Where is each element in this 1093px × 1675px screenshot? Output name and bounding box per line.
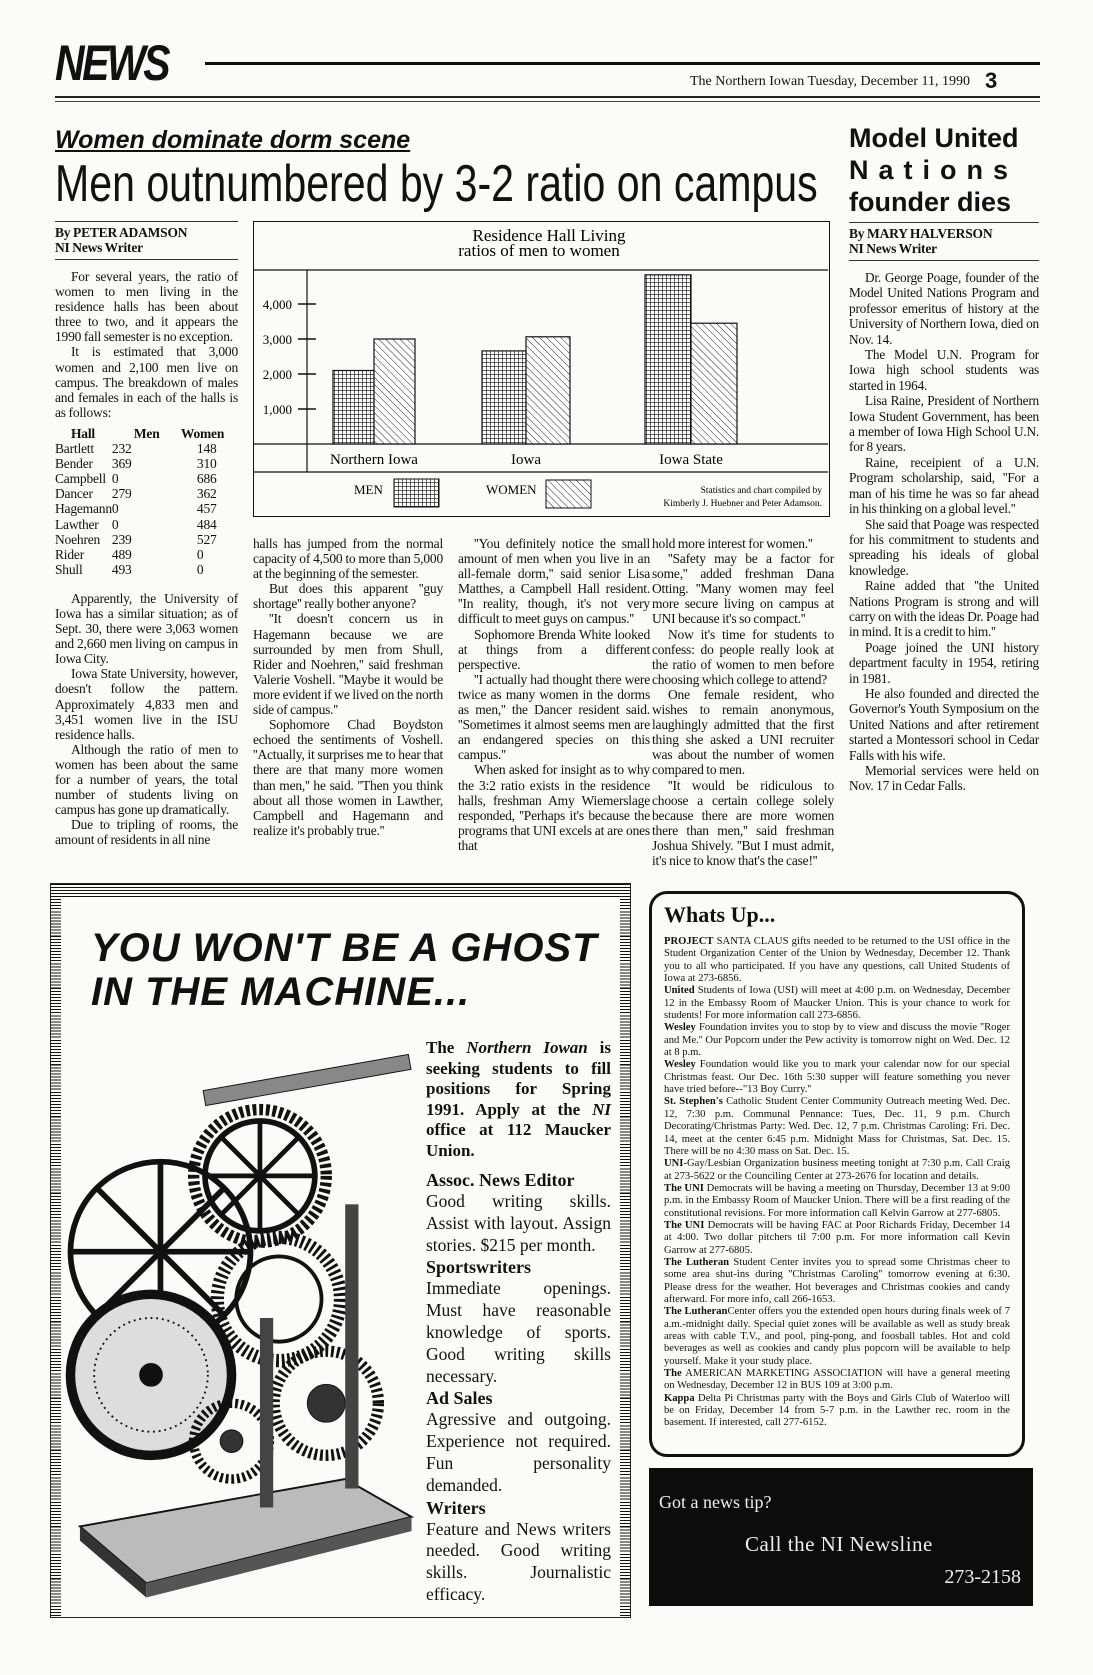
- table-header-row: [55, 426, 224, 441]
- newsline-ad: [649, 1468, 1033, 1606]
- table-cell: 239: [111, 531, 132, 547]
- table-cell: 362: [196, 486, 217, 502]
- masthead-double-rule: [55, 96, 1040, 102]
- item-text: AMERICAN MARKETING ASSOCIATION will have a general meeting on Wednesday, December 12 in BUS 109 at 3:00 p.m.: [664, 1368, 1010, 1392]
- legend-women-label: WOMEN: [486, 482, 537, 497]
- column-header: Women: [180, 425, 225, 441]
- y-tick-label: 1,000: [262, 402, 292, 417]
- table-cell: 457: [196, 501, 217, 517]
- ad-title-line: YOU WON'T BE A GHOST: [91, 926, 598, 970]
- item-lead: The Lutheran: [664, 1256, 730, 1268]
- paragraph: Iowa State University, however, doesn't follow the pattern. Approximately 4,833 men and 3,451 women live in the ISU residence halls.: [55, 666, 238, 742]
- table-cell: 279: [111, 486, 132, 502]
- ad-body: [426, 1038, 611, 1606]
- paragraph: ''It would be ridiculous to choose a certain college solely because there are more women there than men,'' said freshman Joshua Shively. ''But I must admit, it's nice to know that's the case!'': [652, 777, 834, 868]
- list-item: [664, 1306, 1010, 1368]
- item-text: Democrats will be having FAC at Poor Richards Friday, December 14 at 4:00. Two dollar pitchers til 7:00 p.m. For more information call Kevin Garrow at 277-6805.: [664, 1219, 1010, 1256]
- byline-author: By MARY HALVERSON: [849, 226, 993, 241]
- table-row: [55, 562, 224, 577]
- table-cell: 0: [111, 471, 119, 487]
- table-cell: 686: [196, 471, 217, 487]
- table-row: [55, 471, 224, 486]
- paragraph: Poage joined the UNI history department faculty in 1954, retiring in 1981.: [849, 639, 1039, 686]
- legend-women-swatch: [546, 480, 591, 508]
- table-row: [55, 517, 224, 532]
- byline-author: By PETER ADAMSON: [55, 225, 188, 240]
- story-column-4: [652, 536, 834, 868]
- side-story-headline: [849, 122, 1049, 218]
- newsline-tip: Got a news tip?: [659, 1492, 772, 1512]
- table-row: [55, 441, 224, 456]
- paragraph: It is estimated that 3,000 women and 2,100 men live on campus. The breakdown of males and females in each of the halls is as follows:: [55, 344, 238, 420]
- item-lead: St. Stephen's: [664, 1096, 723, 1108]
- bar-men: [482, 351, 526, 444]
- table-cell: 148: [196, 441, 217, 457]
- list-item: [664, 936, 1010, 985]
- item-text: Center offers you the extended open hours during finals week of 7 a.m.-midnight daily. Special quiet zones will be available as well as study break areas with cable T.V., and pool, ping-pong, and foosball tables. Hot and cold beverages as well as cookies and candy plus popcorn will be available to help yourself. Make it your study place.: [664, 1306, 1010, 1367]
- item-text: Student Center invites you to spread some Christmas cheer to some area shut-ins during ''Christmas Caroling'' tomorrow evening at 6:30. Please dress for the weather. Hot beverages and Christmas cookies and candy afterward. For more info, call 266-1653.: [664, 1256, 1010, 1305]
- whats-up-box: [649, 891, 1025, 1457]
- table-row: [55, 486, 224, 501]
- side-story-body: [849, 270, 1039, 794]
- paragraph: But does this apparent ''guy shortage'' really bother anyone?: [253, 581, 443, 612]
- paragraph: One female resident, who wishes to remain anonymous, laughingly admitted that the first thing she asked a UNI recruiter was about the number of women compared to men.: [652, 686, 834, 778]
- story-column-3: [458, 536, 650, 853]
- list-item: [664, 1257, 1010, 1306]
- table-cell: 0: [111, 501, 119, 517]
- story-continued: [55, 591, 238, 848]
- ad-intro: [426, 1038, 611, 1161]
- positions-list: [426, 1169, 611, 1606]
- paragraph: Lisa Raine, President of Northern Iowa Student Government, has been a member of Iowa High School U.N. for 8 years.: [849, 393, 1039, 455]
- list-item: [664, 1183, 1010, 1220]
- paragraph: Now it's time for students to confess: do people really look at the ratio of women to men before choosing which college to attend?: [652, 626, 834, 687]
- list-item: [664, 1220, 1010, 1257]
- machine-illustration: [61, 1018, 421, 1618]
- chart-title: Residence Hall Living: [472, 226, 626, 245]
- item-text: Delta Pi Christmas party with the Boys and Girls Club of Waterloo will be on Friday, December 14 from 5-7 p.m. in the Lawther rec. room in the basement. If interested, call 277-6152.: [664, 1392, 1010, 1429]
- column-header: Hall: [71, 425, 95, 441]
- newsline-phone: 273-2158: [944, 1566, 1021, 1588]
- table-cell: 0: [196, 546, 204, 562]
- item-text: Catholic Student Center Community Outreach meeting Wed. Dec. 12, 7:30 p.m. Communal Pennance: Tues, Dec. 11, 9 p.m. Church Decorating/Christmas Party: Wed. Dec. 12, 7 p.m. Christmas Caroling: Fri. Dec. 14, meet at the center 6:45 p.m. Midnight Mass for Christmas, Sat. Dec. 15. There will be no 4:30 mass on Sat. Dec. 15.: [664, 1096, 1010, 1157]
- table-cell: 369: [111, 456, 132, 472]
- paragraph: Raine, receipient of a U.N. Program scholarship, said, ''For a man of his time he was so far ahead in his thinking on a global level.'': [849, 454, 1039, 517]
- paper-abbrev: NI: [592, 1099, 611, 1119]
- paragraph: Due to tripling of rooms, the amount of residents in all nine: [55, 817, 238, 848]
- item-text: -Gay/Lesbian Organization business meeting tonight at 7:30 p.m. Call Craig at 273-5622 or the Counciling Center at 273-2676 for location and details.: [664, 1158, 1010, 1182]
- table-row: [55, 547, 224, 562]
- paragraph: When asked for insight as to why the 3:2 ratio exists in the residence halls, freshman Amy Wiemerslage responded, ''Perhaps it's because the programs that UNI excels at are ones that: [458, 762, 650, 853]
- paragraph: For several years, the ratio of women to men living in the residence halls has been about three to two, and it appears the 1990 fall semester is no exception.: [55, 269, 238, 345]
- residence-hall-chart: [253, 221, 830, 517]
- list-item: [664, 1096, 1010, 1158]
- y-tick-label: 2,000: [262, 367, 292, 382]
- table-cell: 493: [111, 561, 132, 577]
- chart-credit-1: Statistics and chart compiled by: [700, 486, 822, 496]
- paragraph: ''It doesn't concern us in Hagemann because we are surrounded by men from Shull, Rider and Noehren,'' said freshman Valerie Voshell. ''Maybe it would be more evident if we lived on the north side of campus.'': [253, 611, 443, 718]
- item-lead: UNI: [664, 1158, 684, 1170]
- story-column-1: [55, 221, 238, 847]
- item-lead: Wesley: [664, 1022, 696, 1034]
- bar-women: [374, 339, 415, 444]
- table-cell: Bender: [55, 456, 93, 472]
- ad-title-line: IN THE MACHINE...: [91, 970, 471, 1014]
- paragraph: Raine added that ''the United Nations Program is strong and will carry on with the ideas Dr. Poage had in mind. It is a credit to him.'': [849, 578, 1039, 640]
- table-row: [55, 501, 224, 516]
- position-description: Immediate openings. Must have reasonable knowledge of sports. Good writing skills necessary.: [426, 1278, 611, 1386]
- table-cell: 489: [111, 546, 132, 562]
- byline-role: NI News Writer: [849, 241, 937, 256]
- item-lead: PROJECT: [664, 936, 714, 947]
- position-description: Good writing skills. Assist with layout. Assign stories. $215 per month.: [426, 1191, 611, 1255]
- table-cell: Rider: [55, 546, 84, 562]
- table-cell: Lawther: [55, 516, 99, 532]
- table-cell: 0: [111, 516, 119, 532]
- section-title: NEWS: [55, 35, 169, 91]
- position-title: Sportswriters: [426, 1257, 531, 1278]
- bar-women: [526, 337, 570, 444]
- list-item: [664, 1158, 1010, 1183]
- table-cell: 0: [196, 561, 204, 577]
- whats-up-title: Whats Up...: [664, 902, 776, 927]
- chart-svg: [254, 222, 828, 515]
- paragraph: Sophomore Brenda White looked at things from a different perspective.: [458, 626, 650, 672]
- story-kicker: Women dominate dorm scene: [55, 126, 411, 154]
- table-cell: 484: [196, 516, 217, 532]
- paragraph: halls has jumped from the normal capacity of 4,500 to more than 5,000 at the beginning of the semester.: [253, 536, 443, 582]
- headline-line: Nations: [849, 155, 1019, 185]
- item-lead: Kappa: [664, 1392, 695, 1404]
- item-lead: United: [664, 985, 695, 997]
- list-item: [664, 1022, 1010, 1059]
- byline: [55, 221, 238, 260]
- position-title: Assoc. News Editor: [426, 1170, 575, 1190]
- item-text: SANTA CLAUS gifts needed to be returned to the USI office in the Student Organization Center of the Union by Wednesday, December 12. Thank you to all who participated. If you have any questions, call United Students of Iowa at 273-6856.: [664, 936, 1010, 985]
- byline-role: NI News Writer: [55, 240, 143, 255]
- bar-men: [333, 371, 374, 445]
- table-cell: 527: [196, 531, 217, 547]
- legend-men-label: MEN: [354, 482, 383, 497]
- ad-intro-text: is seeking students to fill positions for Spring 1991. Apply at the: [426, 1038, 611, 1119]
- paragraph: Although the ratio of men to women has been about the same for a number of years, the total number of students living on campus has gone up dramatically.: [55, 741, 238, 818]
- item-text: Democrats will be having a meeting on Thursday, December 13 at 9:00 p.m. in the Embassy Room of Maucker Union. There will be a first reading of the constitutional revisions. For more information call Kelvin Garrow at 277-6805.: [664, 1182, 1011, 1219]
- position-description: Feature and News writers needed. Good writing skills. Journalistic efficacy.: [426, 1518, 611, 1604]
- halls-table: [55, 426, 224, 577]
- side-story: [849, 222, 1039, 794]
- page-number: 3: [985, 68, 998, 93]
- y-tick-label: 4,000: [262, 297, 292, 312]
- story-column-2: [253, 536, 443, 838]
- list-item: [664, 1368, 1010, 1393]
- paragraph: The Model U.N. Program for Iowa high school students was started in 1964.: [849, 347, 1039, 393]
- list-item: [664, 1393, 1010, 1430]
- column-header: Men: [133, 425, 160, 441]
- x-category-label: Iowa: [511, 452, 541, 468]
- ad-title: [91, 926, 598, 1014]
- paragraph: ''Safety may be a factor for some,'' added freshman Dana Otting. ''Many women may feel more secure living on campus at UNI because it's so compact.'': [652, 551, 834, 627]
- item-text: Students of Iowa (USI) will meet at 4:00 p.m. on Wednesday, December 12 in the Embassy Room of Maucker Union. This is your chance to work for students! For more information call 273-6856.: [664, 985, 1010, 1022]
- position-title: Ad Sales: [426, 1388, 493, 1409]
- newsline-call: Call the NI Newsline: [745, 1532, 933, 1556]
- position-title: Writers: [426, 1497, 486, 1518]
- paper-name: Northern Iowan: [466, 1038, 588, 1057]
- chart-credit-2: Kimberly J. Huebner and Peter Adamson.: [663, 499, 822, 509]
- masthead-rule: [205, 62, 1040, 65]
- whats-up-list: [664, 936, 1010, 1430]
- side-byline: [849, 222, 1039, 261]
- paragraph: ''You definitely notice the small amount of men when you live in an all-female dorm,'' said senior Lisa Matthes, a Campbell Hall resident. ''In reality, though, it's not very difficult to meet guys on campus.'': [458, 536, 650, 627]
- table-cell: Dancer: [55, 486, 93, 502]
- list-item: [664, 985, 1010, 1022]
- story-intro: [55, 269, 238, 420]
- table-row: [55, 532, 224, 547]
- item-text: Foundation would like you to mark your calendar now for our special Christmas feast. Our Dec. 16th 5:30 supper will feature something you never have tried before--"13 Boy Curry.'': [664, 1059, 1010, 1096]
- item-lead: Wesley: [664, 1059, 696, 1071]
- table-row: [55, 456, 224, 471]
- bar-men: [645, 275, 691, 444]
- paragraph: Apparently, the University of Iowa has a similar situation; as of Sept. 30, there were 3,063 women and 2,660 men living on campus in Iowa City.: [55, 590, 238, 667]
- item-lead: The: [664, 1368, 682, 1380]
- item-lead: The UNI: [664, 1219, 705, 1231]
- story-headline: Men outnumbered by 3-2 ratio on campus: [55, 155, 818, 213]
- item-lead: The Lutheran: [664, 1306, 728, 1318]
- recruitment-ad: [51, 884, 630, 1617]
- paragraph: He also founded and directed the Governor's Youth Symposium on the United Nations and after retirement started a Montessori school in Cedar Falls with his wife.: [849, 685, 1039, 763]
- ad-intro-text: office at 112 Maucker Union.: [426, 1120, 611, 1160]
- table-cell: Bartlett: [55, 441, 94, 457]
- headline-line: Model United: [849, 123, 1019, 153]
- item-lead: The UNI: [664, 1182, 704, 1194]
- ad-intro-text: The: [426, 1038, 467, 1057]
- paragraph: Dr. George Poage, founder of the Model United Nations Program and professor emeritus of history at the University of Northern Iowa, died on Nov. 14.: [849, 270, 1039, 347]
- table-cell: Campbell: [55, 471, 106, 487]
- paragraph: ''I actually had thought there were twice as many women in the dorms as men,'' the Dancer resident said. ''Sometimes it almost seems men are an endangered species on this campus.'': [458, 671, 650, 763]
- x-category-label: Northern Iowa: [330, 452, 418, 468]
- table-cell: 310: [196, 456, 217, 472]
- chart-subtitle: ratios of men to women: [458, 241, 620, 260]
- table-cell: Hagemann: [55, 501, 112, 517]
- paragraph: She said that Poage was respected for his commitment to students and spreading his ideals of global knowledge.: [849, 516, 1039, 578]
- position-description: Agressive and outgoing. Experience not required. Fun personality demanded.: [426, 1409, 611, 1495]
- dateline: The Northern Iowan Tuesday, December 11, 1990: [689, 74, 970, 89]
- y-tick-label: 3,000: [262, 332, 292, 347]
- table-cell: Noehren: [55, 531, 101, 547]
- paragraph: Sophomore Chad Boydston echoed the sentiments of Voshell. ''Actually, it surprises me to hear that there are that many more women than men,'' he said. ''Then you think about all those women in Lawther, Campbell and Hagemann and realize it's probably true.'': [253, 717, 443, 838]
- x-category-label: Iowa State: [659, 452, 723, 468]
- legend-men-swatch: [394, 479, 439, 507]
- list-item: [664, 1059, 1010, 1096]
- table-cell: Shull: [55, 561, 83, 577]
- paragraph: Memorial services were held on Nov. 17 in Cedar Falls.: [849, 763, 1039, 794]
- headline-line: founder dies: [849, 187, 1012, 217]
- item-text: Foundation invites you to stop by to view and discuss the movie ''Roger and Me.'' Our Popcorn under the Pew activity is tomorrow night on Wed. Dec. 12 at 8 p.m.: [664, 1022, 1010, 1059]
- table-cell: 232: [111, 441, 132, 457]
- bar-women: [691, 323, 737, 444]
- paragraph: hold more interest for women.'': [652, 536, 813, 551]
